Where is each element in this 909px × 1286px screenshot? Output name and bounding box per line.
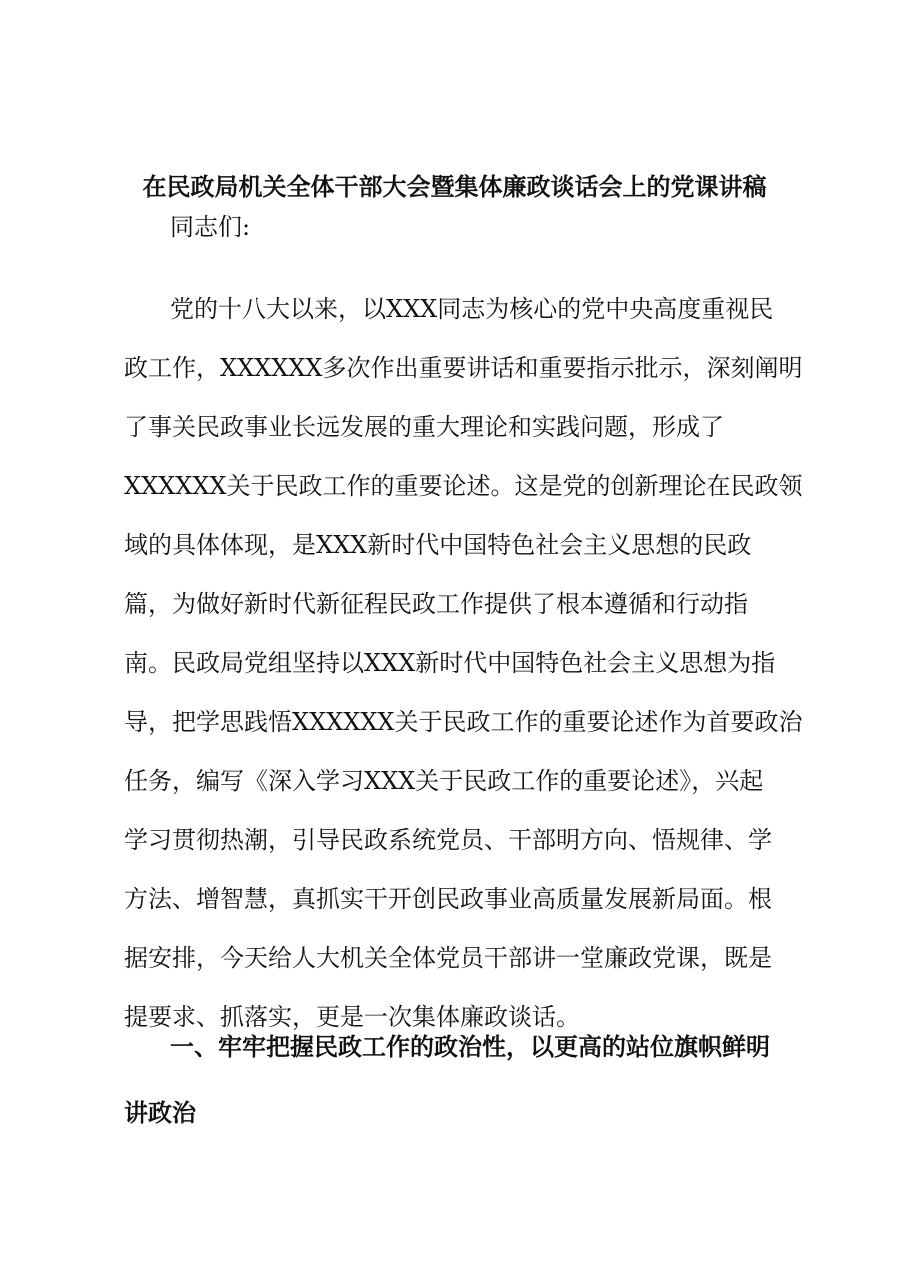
paragraph-line: 导，把学思践悟XXXXXX关于民政工作的重要论述作为首要政治	[124, 708, 803, 736]
paragraph-line: 学习贯彻热潮，引导民政系统党员、干部明方向、悟规律、学	[124, 826, 772, 854]
section-heading-line: 一、牢牢把握民政工作的政治性，以更高的站位旗帜鲜明	[170, 1032, 770, 1061]
section-heading	[124, 1030, 814, 1162]
paragraph-line: 政工作，XXXXXX多次作出重要讲话和重要指示批示，深刻阐明	[124, 354, 803, 382]
salutation: 同志们:	[170, 213, 251, 241]
paragraph-line: 据安排，今天给人大机关全体党员干部讲一堂廉政党课，既是	[124, 944, 772, 972]
paragraph-line: 篇，为做好新时代新征程民政工作提供了根本遵循和行动指	[124, 590, 748, 618]
body-paragraph	[124, 292, 814, 1059]
paragraph-line: 任务，编写《深入学习XXX关于民政工作的重要论述》，兴起	[124, 767, 764, 795]
section-heading-line: 讲政治	[124, 1098, 196, 1127]
paragraph-line: 了事关民政事业长远发展的重大理论和实践问题，形成了	[124, 413, 724, 441]
paragraph-line: 党的十八大以来，以XXX同志为核心的党中央高度重视民	[170, 295, 774, 323]
paragraph-line: 南。民政局党组坚持以XXX新时代中国特色社会主义思想为指	[124, 649, 776, 677]
paragraph-line: 域的具体体现，是XXX新时代中国特色社会主义思想的民政	[124, 531, 752, 559]
document-title: 在民政局机关全体干部大会暨集体廉政谈话会上的党课讲稿	[142, 172, 767, 201]
paragraph-line: 提要求、抓落实，更是一次集体廉政谈话。	[124, 1003, 580, 1031]
paragraph-line: XXXXXX关于民政工作的重要论述。这是党的创新理论在民政领	[124, 472, 803, 500]
paragraph-line: 方法、增智慧，真抓实干开创民政事业高质量发展新局面。根	[124, 885, 772, 913]
